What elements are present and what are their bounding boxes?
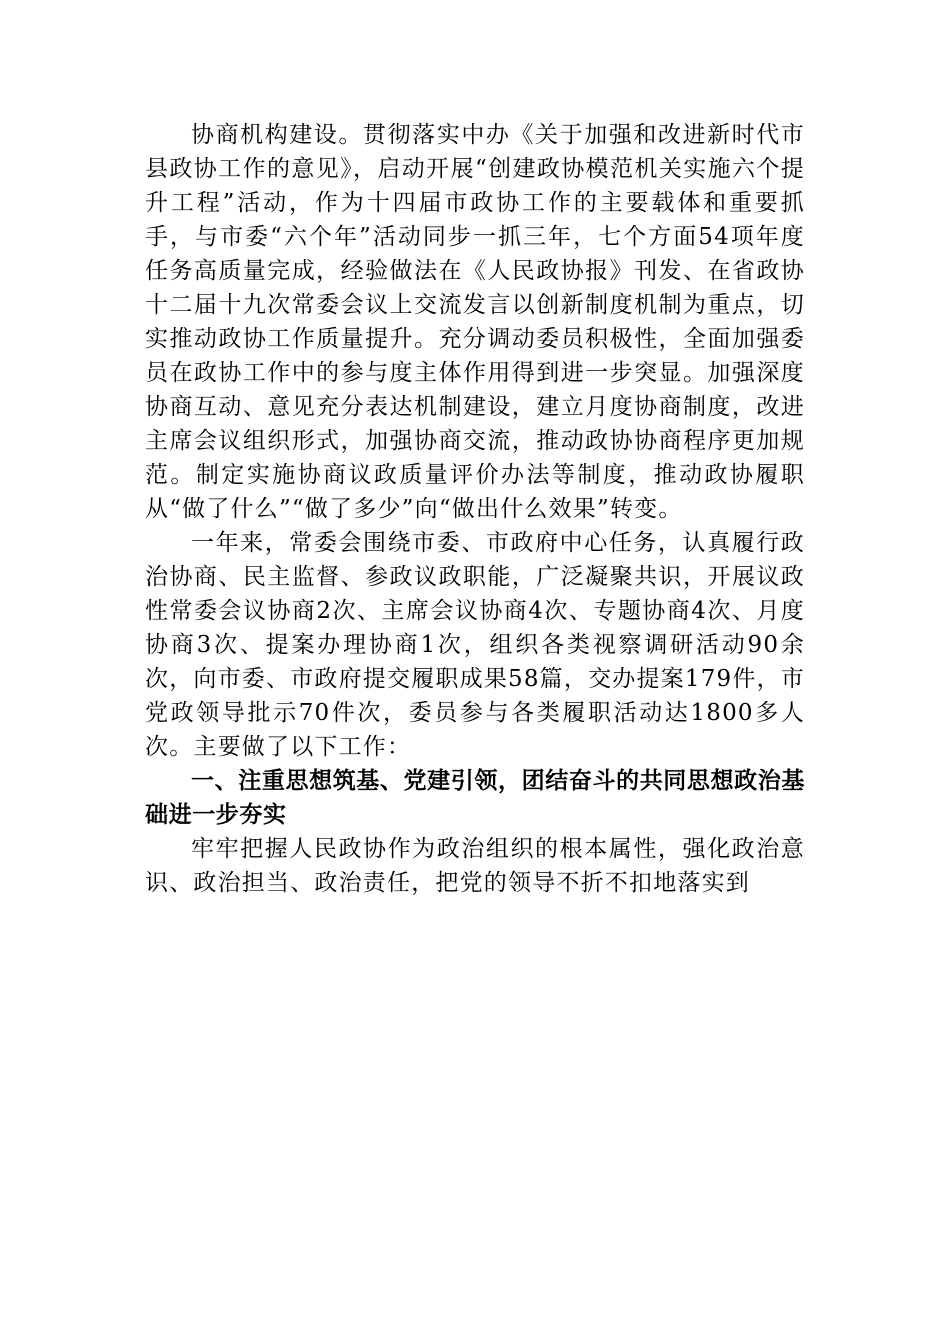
paragraph-section-one-intro: 牢牢把握人民政协作为政治组织的根本属性，强化政治意识、政治担当、政治责任，把党的领导不折不扣地落实到 — [145, 836, 805, 896]
section-heading-one: 一、注重思想筑基、党建引领，团结奋斗的共同思想政治基础进一步夯实 — [145, 768, 805, 828]
document-body — [145, 118, 805, 900]
paragraph-institution-building: 协商机构建设。贯彻落实中办《关于加强和改进新时代市县政协工作的意见》，启动开展“创建政协模范机关实施六个提升工程”活动，作为十四届市政协工作的主要载体和重要抓手，与市委“六个年”活动同步一抓三年，七个方面54项年度任务高质量完成，经验做法在《人民政协报》刊发、在省政协十二届十九次常委会议上交流发言以创新制度机制为重点，切实推动政协工作质量提升。充分调动委员积极性，全面加强委员在政协工作中的参与度主体作用得到进一步突显。加强深度协商互动、意见充分表达机制建设，建立月度协商制度，改进主席会议组织形式，加强协商交流，推动政协协商程序更加规范。制定实施协商议政质量评价办法等制度，推动政协履职从“做了什么”“做了多少”向“做出什么效果”转变。 — [145, 122, 805, 522]
paragraph-annual-summary: 一年来，常委会围绕市委、市政府中心任务，认真履行政治协商、民主监督、参政议政职能，广泛凝聚共识，开展议政性常委会议协商2次、主席会议协商4次、专题协商4次、月度协商3次、提案办理协商1次，组织各类视察调研活动90余次，向市委、市政府提交履职成果58篇，交办提案179件，市党政领导批示70件次，委员参与各类履职活动达1800多人次。主要做了以下工作： — [145, 530, 805, 760]
